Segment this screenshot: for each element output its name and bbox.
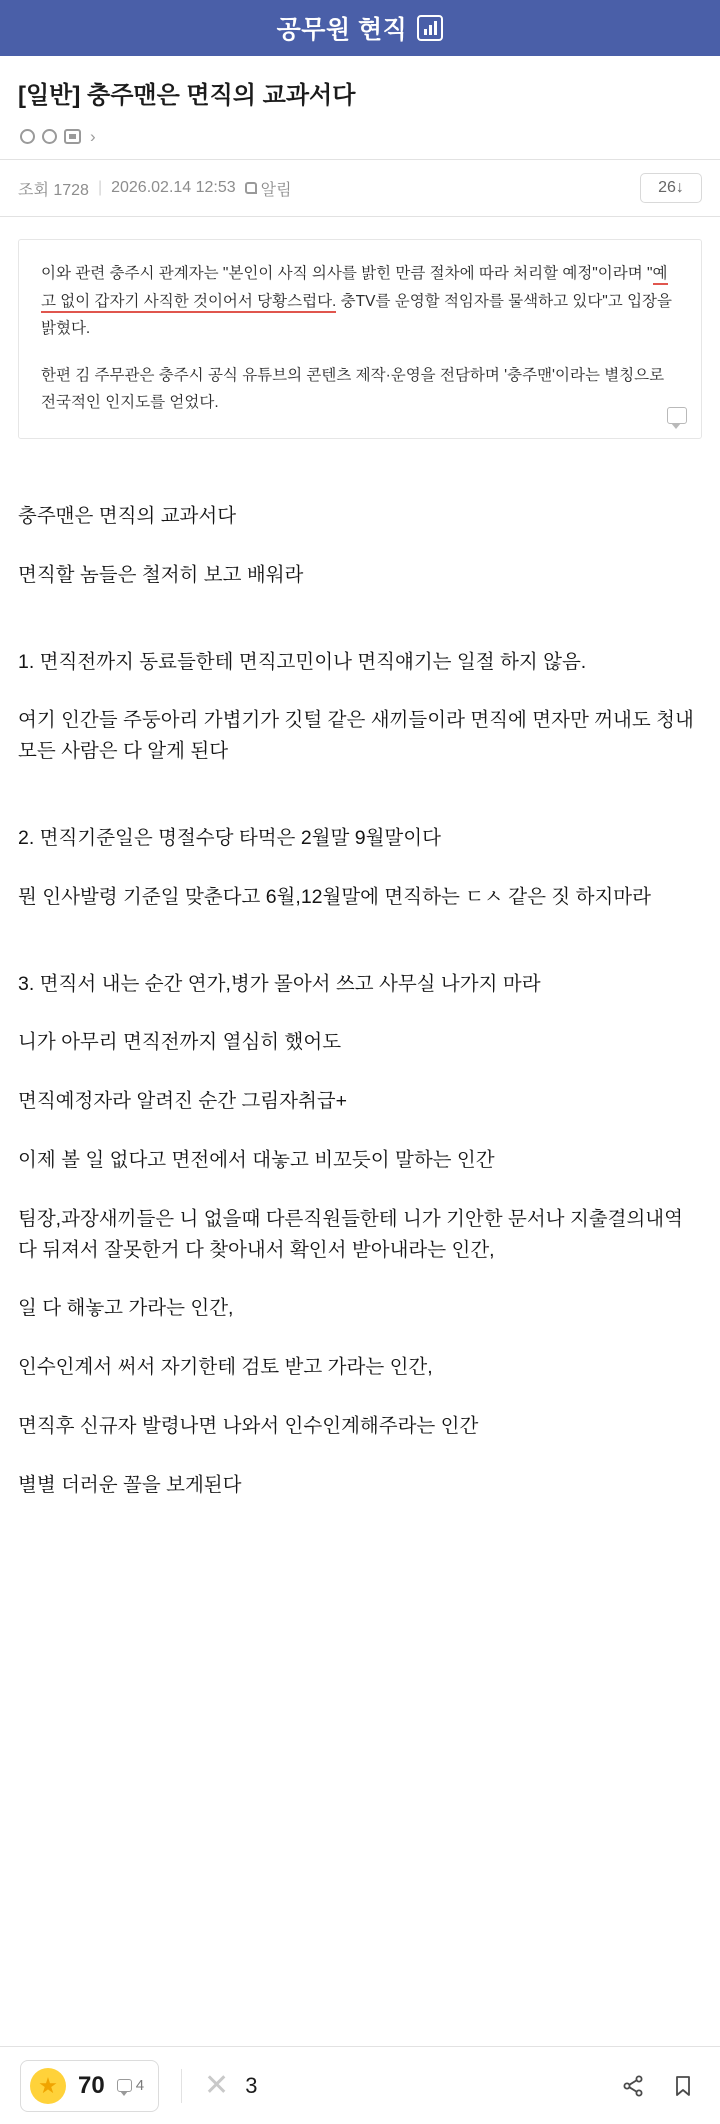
quote-paragraph-1 [41, 260, 679, 341]
bookmark-icon[interactable] [666, 2069, 700, 2103]
post-body [0, 439, 720, 2046]
body-paragraph: 니가 아무리 면직전까지 열심히 했어도 [18, 1031, 342, 1054]
share-icon[interactable] [616, 2069, 650, 2103]
body-paragraph: 면직예정자라 알려진 순간 그림자취급+ [18, 1090, 348, 1113]
image-icon [64, 129, 81, 144]
post-head [0, 56, 720, 159]
quote-paragraph-2 [41, 362, 679, 416]
body-paragraph: 면직할 놈들은 철저히 보고 배워라 [18, 563, 304, 586]
star-icon: ★ [30, 2068, 66, 2104]
body-paragraph: 뭔 인사발령 기준일 맞춘다고 6월,12월말에 면직하는 ㄷㅅ 같은 짓 하지마라 [18, 885, 651, 908]
body-paragraph: 일 다 해놓고 가라는 인간, [18, 1297, 234, 1320]
down-count: 3 [245, 2072, 258, 2098]
body-paragraph: 별별 더러운 꼴을 보게된다 [18, 1473, 242, 1496]
meta-separator: | [97, 179, 103, 197]
circle-icon-1 [20, 129, 35, 144]
app-header [0, 0, 720, 56]
page-title: [일반] 충주맨은 면직의 교과서다 [18, 82, 356, 109]
alarm-button[interactable] [245, 177, 292, 200]
comment-count-group[interactable] [117, 2077, 144, 2094]
quote-text-2: 한편 김 주무관은 충주시 공식 유튜브의 콘텐츠 제작·운영을 전담하며 '충주맨'이라는 별칭으로 전국적인 인지도를 얻었다. [41, 366, 665, 411]
x-icon[interactable]: ✕ [204, 2068, 230, 2102]
post-icon-row [18, 112, 702, 159]
app-title: 공무원 현직 [276, 16, 408, 44]
body-paragraph: 팀장,과장새끼들은 니 없을때 다른직원들한테 니가 기안한 문서나 지출결의내역 다 뒤져서 잘못한거 다 찾아내서 확인서 받아내라는 인간, [18, 1207, 683, 1261]
comment-bubble-icon[interactable] [667, 407, 687, 424]
comment-icon [117, 2079, 132, 2092]
recommend-count: 70 [78, 2071, 105, 2099]
body-paragraph: 1. 면직전까지 동료들한테 면직고민이나 면직얘기는 일절 하지 않음. [18, 650, 587, 673]
bell-icon [245, 182, 257, 194]
body-paragraph: 여기 인간들 주둥아리 가볍기가 깃털 같은 새끼들이라 면직에 면자만 꺼내도 청내 모든 사람은 다 알게 된다 [18, 709, 694, 763]
body-paragraph: 2. 면직기준일은 명절수당 타먹은 2월말 9월말이다 [18, 827, 441, 849]
quote-text-1: 이와 관련 충주시 관계자는 "본인이 사직 의사를 밝힌 만큼 절차에 따라 처리할 예정"이라며 "예고 없이 갑자기 사직한 것이어서 당황스럽다. 충TV를 운영할 적임자를 물색하고 있다"고 입장을 밝혔다. [41, 265, 672, 337]
body-paragraph: 이제 볼 일 없다고 면전에서 대놓고 비꼬듯이 말하는 인간 [18, 1148, 495, 1171]
comment-count: 4 [135, 2077, 145, 2094]
bottom-action-bar [0, 2046, 720, 2124]
view-count: 조회 1728 [18, 181, 89, 199]
chevron-right-icon[interactable]: › [90, 127, 96, 147]
post-meta-row [0, 159, 720, 217]
recommend-button[interactable] [20, 2060, 159, 2112]
quoted-article-card [18, 239, 702, 439]
body-paragraph: 면직후 신규자 발령나면 나와서 인수인계해주라는 인간 [18, 1414, 479, 1437]
circle-icon-2 [42, 129, 57, 144]
body-paragraph: 충주맨은 면직의 교과서다 [18, 505, 237, 528]
post-date: 2026.02.14 12:53 [111, 179, 236, 197]
alarm-label: 알림 [260, 181, 292, 199]
divider [181, 2069, 182, 2103]
bar-chart-icon [417, 15, 443, 41]
post-meta-left [18, 177, 292, 200]
vote-button[interactable]: 26↓ [640, 173, 702, 203]
body-paragraph: 3. 면직서 내는 순간 연가,병가 몰아서 쓰고 사무실 나가지 마라 [18, 972, 541, 995]
body-paragraph: 인수인계서 써서 자기한테 검토 받고 가라는 인간, [18, 1356, 433, 1379]
